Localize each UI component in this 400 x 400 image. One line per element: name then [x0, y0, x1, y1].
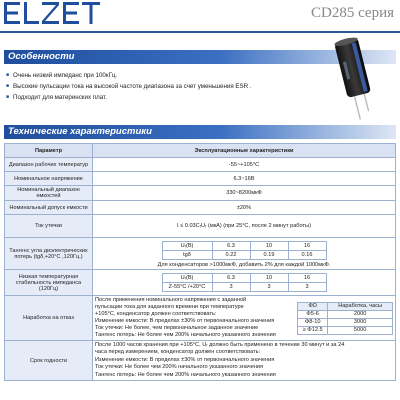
sub-cell: 2000: [328, 310, 393, 318]
sub-cell: Φ8-10: [298, 318, 328, 326]
text-line: Изменение емкости: В пределах ±30% от первоначального значения: [95, 356, 275, 363]
table-row: [5, 270, 396, 296]
sub-cell: 3: [212, 283, 250, 292]
sub-cell: 3000: [328, 318, 393, 326]
feature-item: ■ Высокие пульсации тока на высокой частоте диапазона за счет уменьшения ESR .: [6, 81, 252, 92]
param-cell: Диапазон рабочих температур: [5, 158, 93, 172]
sub-cell: 0.22: [212, 251, 250, 260]
table-row: [5, 186, 396, 201]
sub-header: 6.3: [212, 242, 250, 251]
text-line: Ток утечки: Не более, чем первоначальное заданное значение: [95, 325, 259, 331]
param-cell: Тангенс угла диэлектрических потерь (tgδ,+20°C ,120Гц.): [5, 238, 93, 270]
endurance-text: [95, 297, 293, 339]
table-row: [5, 341, 396, 381]
specs-table: [4, 143, 396, 381]
text-line: После 1000 часов хранения при +105°C, Uᵣ должно быть применено в течение 30 минут и за 24: [95, 342, 345, 348]
lowtemp-subtable: [162, 273, 327, 292]
table-row: [5, 215, 396, 238]
sub-header: 16: [288, 274, 326, 283]
value-cell: -55~+105°C: [93, 158, 396, 172]
table-row: [5, 296, 396, 341]
specs-title: Технические характеристики: [8, 126, 152, 137]
value-cell: ±20%: [93, 201, 396, 215]
specs-section-bar: [4, 125, 396, 139]
param-cell: Низкая температурная стабильность импеданса (120Гц): [5, 270, 93, 296]
tangent-subtable: [162, 241, 327, 260]
value-cell: 6.3~16В: [93, 172, 396, 186]
sub-header: ΦD: [298, 302, 328, 310]
value-cell: I ≤ 0.03CᵣUᵣ (мкА) (при 25°C, после 2 минут работы): [93, 215, 396, 238]
features-title: Особенности: [8, 51, 75, 62]
sub-header: 16: [288, 242, 326, 251]
text-line: Ток утечки: Не более чем 200% начального указанного значения: [95, 364, 264, 371]
text-line: часа перед измерением, конденсатор должен соответствовать:: [95, 349, 261, 356]
value-cell: [93, 238, 396, 270]
sub-header: 10: [250, 242, 288, 251]
sub-header: 10: [250, 274, 288, 283]
text-line: пульсации тока для заданного времени при температуре: [95, 304, 244, 310]
sub-cell: tgδ: [162, 251, 212, 260]
sub-cell: Φ5-6: [298, 310, 328, 318]
sub-header: 6.3: [212, 274, 250, 283]
feature-item: ■ Подходит для материнских плат.: [6, 92, 252, 103]
param-cell: Номинальный допуск емкости: [5, 201, 93, 215]
sub-cell: 3: [250, 283, 288, 292]
sub-cell: 0.19: [250, 251, 288, 260]
series-title: CD285 серия: [310, 5, 394, 21]
text-line: Изменение емкости: В пределах ±30% от первоначального значения: [95, 318, 275, 324]
table-row: [5, 172, 396, 186]
sub-cell: 0.16: [288, 251, 326, 260]
text-line: После применения номинального напряжения с заданной: [95, 297, 247, 303]
sub-cell: 5000: [328, 326, 393, 334]
table-row: [5, 238, 396, 270]
col-header-char: Эксплуатационные характеристики: [93, 144, 396, 158]
value-cell: [93, 270, 396, 296]
col-header-param: Параметр: [5, 144, 93, 158]
text-line: Тангенс потерь: Не более чем 200% начального указанного значения: [95, 332, 276, 338]
value-cell: [93, 296, 396, 341]
param-cell: Наработка на отказ: [5, 296, 93, 341]
param-cell: Ток утечки: [5, 215, 93, 238]
table-row: [5, 158, 396, 172]
param-cell: Срок годности: [5, 341, 93, 381]
text-line: +105°C, конденсатор должен соответствовать:: [95, 311, 217, 317]
endurance-subtable: [297, 302, 393, 335]
sub-cell: ≥ Φ12.5: [298, 326, 328, 334]
table-row: [5, 201, 396, 215]
value-cell: 330~8200мкФ: [93, 186, 396, 201]
param-cell: Номинальный диапазон емкостей: [5, 186, 93, 201]
feature-item: ■ Очень низкий импеданс при 100кГц.: [6, 70, 252, 81]
sub-header: Uᵣ(В): [162, 242, 212, 251]
sub-cell: 3: [288, 283, 326, 292]
sub-cell: Z-55°C /+20°C: [162, 283, 212, 292]
param-cell: Номинальное напряжение: [5, 172, 93, 186]
text-line: Тангенс потерь: Не более чем 200% начального указанного значения: [95, 371, 276, 378]
sub-header: Наработка, часы: [328, 302, 393, 310]
elzet-logo: [4, 1, 100, 25]
sub-header: Uᵣ(В): [162, 274, 212, 283]
capacitor-image: [322, 33, 392, 125]
features-list: [6, 70, 252, 103]
tangent-note: Для конденсаторов >1000мкФ, добавить 2% для каждой 1000мкФ.: [157, 262, 331, 268]
value-cell: [93, 341, 396, 381]
